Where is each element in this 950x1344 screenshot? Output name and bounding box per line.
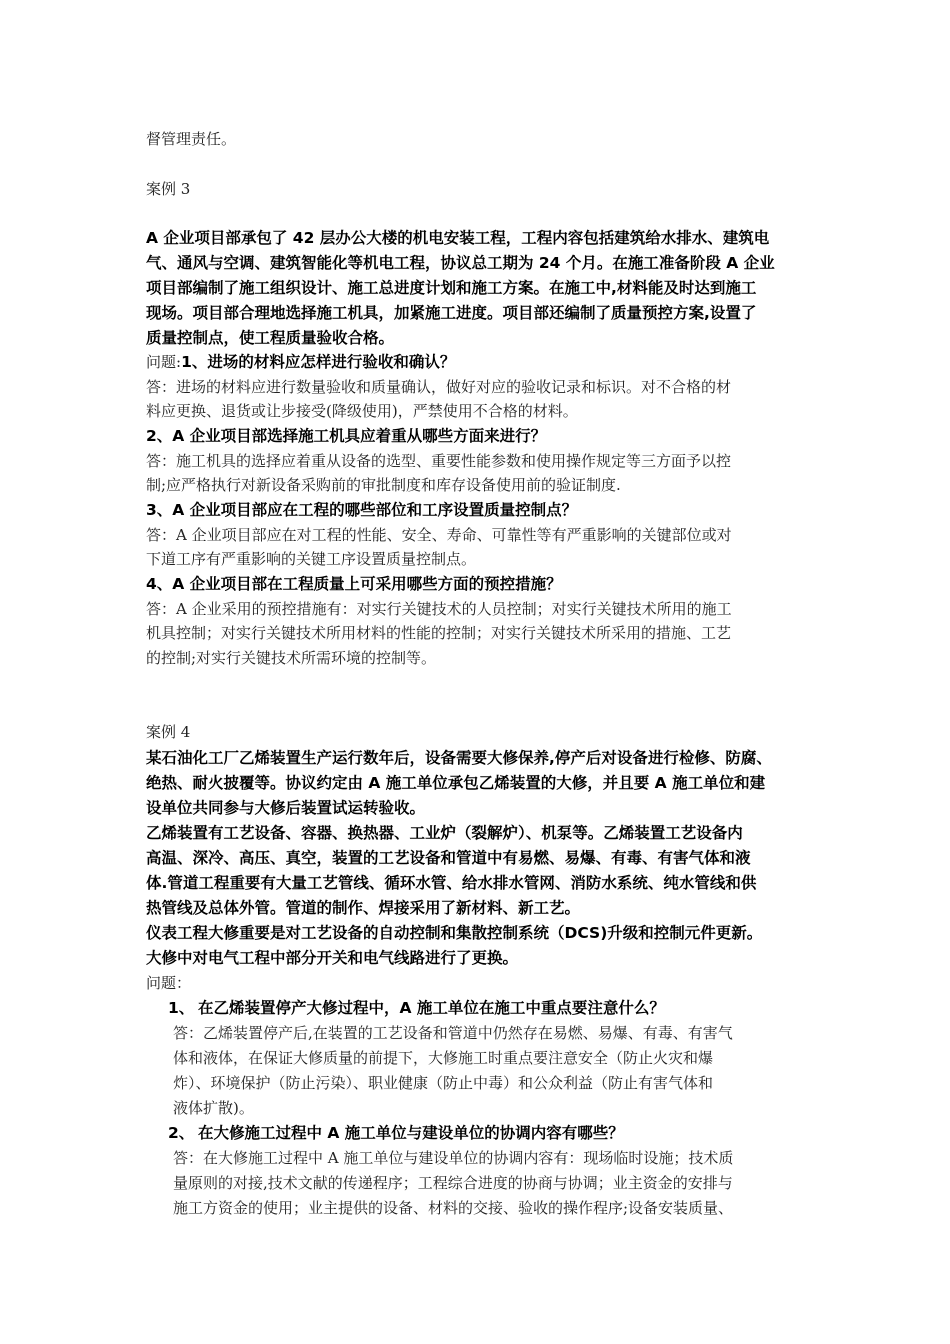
case4-answer-1-line: 炸）、环境保护（防止污染）、职业健康（防止中毒）和公众利益（防止有害气体和: [173, 1074, 714, 1092]
case4-answer-2-line: 施工方资金的使用；业主提供的设备、材料的交接、验收的操作程序;设备安装质量、: [173, 1199, 734, 1217]
question-text: 在大修施工过程中 A 施工单位与建设单位的协调内容有哪些？: [198, 1124, 624, 1142]
case4-answer-1-line: 体和液体，在保证大修质量的前提下，大修施工时重点要注意安全（防止火灾和爆: [173, 1049, 714, 1067]
case3-answer-3-line: 答：A 企业项目部应在对工程的性能、安全、寿命、可靠性等有严重影响的关键部位或对: [146, 526, 732, 544]
case3-intro-line: 现场。项目部合理地选择施工机具，加紧施工进度。项目部还编制了质量预控方案,设置了: [146, 304, 757, 322]
case4-answer-1-line: 液体扩散)。: [173, 1099, 254, 1117]
case4-intro-line: 绝热、耐火披覆等。协议约定由 A 施工单位承包乙烯装置的大修，并且要 A 施工单位和建: [146, 774, 766, 792]
case4-intro-line: 某石油化工厂乙烯装置生产运行数年后，设备需要大修保养,停产后对设备进行检修、防腐、: [146, 749, 772, 767]
case3-question-1: [146, 349, 455, 375]
case4-intro-line: 高温、深冷、高压、真空，装置的工艺设备和管道中有易燃、易爆、有毒、有害气体和液: [146, 849, 751, 867]
case3-intro-line: 气、通风与空调、建筑智能化等机电工程，协议总工期为 24 个月。在施工准备阶段 A 企业: [146, 254, 775, 272]
case3-intro-line: A 企业项目部承包了 42 层办公大楼的机电安装工程，工程内容包括建筑给水排水、建筑电: [146, 229, 770, 247]
case4-intro-line: 设单位共同参与大修后装置试运转验收。: [146, 799, 426, 817]
case3-question-4: 4、A 企业项目部在工程质量上可采用哪些方面的预控措施？: [146, 575, 562, 593]
case3-answer-4-line: 机具控制；对实行关键技术所用材料的性能的控制；对实行关键技术所采用的措施、工艺: [146, 624, 732, 642]
question-text: 1、进场的材料应怎样进行验收和确认？: [181, 353, 456, 371]
case3-question-2: 2、A 企业项目部选择施工机具应着重从哪些方面来进行？: [146, 427, 547, 445]
case3-answer-3-line: 下道工序有严重影响的关键工序设置质量控制点。: [146, 550, 477, 568]
case4-question-1: [168, 995, 665, 1021]
case4-question-2: [168, 1120, 624, 1146]
continued-fragment: 督管理责任。: [146, 130, 237, 148]
case4-intro-line: 热管线及总体外管。管道的制作、焊接采用了新材料、新工艺。: [146, 899, 581, 917]
case4-intro-line: 乙烯装置有工艺设备、容器、换热器、工业炉（裂解炉）、机泵等。乙烯装置工艺设备内: [146, 824, 743, 842]
case3-heading: 案例 3: [146, 180, 191, 198]
case3-answer-1-line: 料应更换、退货或让步接受(降级使用)，严禁使用不合格的材料。: [146, 402, 578, 420]
case4-answer-2-line: 答：在大修施工过程中 A 施工单位与建设单位的协调内容有：现场临时设施；技术质: [173, 1149, 734, 1167]
case3-answer-4-line: 答：A 企业采用的预控措施有：对实行关键技术的人员控制；对实行关键技术所用的施工: [146, 600, 732, 618]
case3-question-3: 3、A 企业项目部应在工程的哪些部位和工序设置质量控制点？: [146, 501, 578, 519]
questions-label: 问题：: [146, 974, 192, 992]
case4-answer-2-line: 量原则的对接,技术文献的传递程序；工程综合进度的协商与协调；业主资金的安排与: [173, 1174, 733, 1192]
case3-intro-line: 质量控制点，使工程质量验收合格。: [146, 329, 395, 347]
case3-answer-4-line: 的控制;对实行关键技术所需环境的控制等。: [146, 649, 437, 667]
case4-answer-1-line: 答：乙烯装置停产后,在装置的工艺设备和管道中仍然存在易燃、易爆、有毒、有害气: [173, 1024, 733, 1042]
case3-answer-1-line: 答：进场的材料应进行数量验收和质量确认，做好对应的验收记录和标识。对不合格的材: [146, 378, 732, 396]
case4-intro-line: 大修中对电气工程中部分开关和电气线路进行了更换。: [146, 949, 519, 967]
case3-intro-line: 项目部编制了施工组织设计、施工总进度计划和施工方案。在施工中,材料能及时达到施工: [146, 279, 757, 297]
case3-answer-2-line: 制;应严格执行对新设备采购前的审批制度和库存设备使用前的验证制度.: [146, 476, 621, 494]
case4-heading: 案例 4: [146, 723, 191, 741]
question-number: 2、: [168, 1124, 195, 1142]
questions-label: 问题:: [146, 353, 182, 371]
case4-intro-line: 仪表工程大修重要是对工艺设备的自动控制和集散控制系统（DCS)升级和控制元件更新。: [146, 924, 763, 942]
case4-intro-line: 体.管道工程重要有大量工艺管线、循环水管、给水排水管网、消防水系统、纯水管线和供: [146, 874, 757, 892]
question-number: 1、: [168, 999, 195, 1017]
question-text: 在乙烯装置停产大修过程中，A 施工单位在施工中重点要注意什么？: [198, 999, 665, 1017]
case3-answer-2-line: 答：施工机具的选择应着重从设备的选型、重要性能参数和使用操作规定等三方面予以控: [146, 452, 732, 470]
